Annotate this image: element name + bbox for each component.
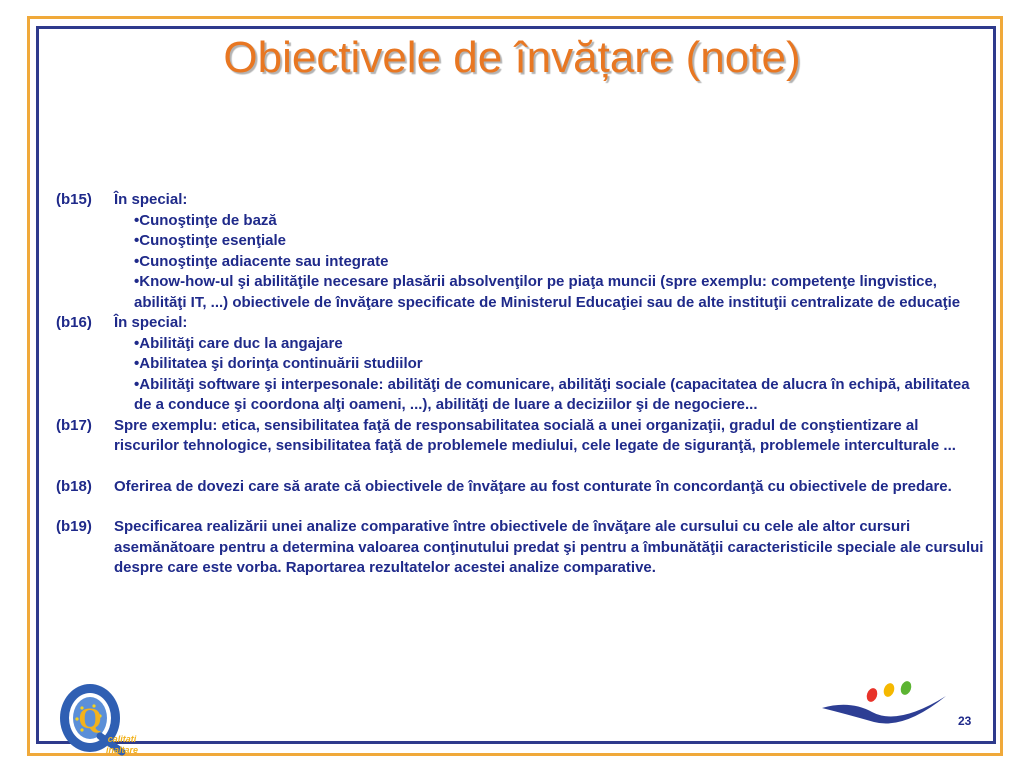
bullet-list [114, 334, 986, 416]
swoosh-logo [820, 678, 948, 736]
slide-title: Obiectivele de învățare (note) [223, 33, 801, 82]
item-b18 [56, 477, 986, 498]
item-code: (b19) [56, 518, 92, 535]
bullet-item: • Cunoştinţe esenţiale [134, 231, 986, 252]
bullet-item: • Abilitatea şi dorinţa continuării studiilor [134, 354, 986, 375]
item-intro: În special: [114, 191, 188, 208]
bullet-item: • Cunoştinţe adiacente sau integrate [134, 252, 986, 273]
item-text: Spre exemplu: etica, sensibilitatea faţă de responsabilitatea socială a unei organizaţii, gradul de conştientizare al riscurilor tehnologice, sensibilitatea faţă de problemele mediului, cele legate de siguranţă, problemele interculturale ... [114, 416, 956, 454]
bullet-item: • Abilităţi care duc la angajare [134, 334, 986, 355]
logo-letter: Q [78, 702, 102, 735]
item-text: Oferirea de dovezi care să arate că obiectivele de învăţare au fost conturate în concordanţă cu obiectivele de predare. [114, 477, 952, 495]
item-b16 [56, 313, 986, 416]
item-b17 [56, 416, 986, 457]
bullet-item: • Cunoştinţe de bază [134, 211, 986, 232]
item-code: (b18) [56, 477, 92, 495]
slide-content [56, 190, 986, 579]
quality-logo [50, 676, 148, 758]
bullet-list [114, 211, 986, 314]
page-number: 23 [958, 714, 972, 728]
logo-line2: inaltare [105, 745, 139, 755]
item-code: (b16) [56, 314, 92, 331]
bullet-item: • Abilităţi software şi interpesonale: abilităţi de comunicare, abilităţi sociale (capacitatea de alucra în echipă, abilitatea de a conduce şi coordona alţi oameni, ...), abilităţi de luare a deciziilor şi de negociere... [134, 375, 986, 416]
item-text: Specificarea realizării unei analize comparative între obiectivele de învăţare ale cursului cu cele ale altor cursuri asemănătoare pentru a determina valoarea conţinutului predat şi pentru a îmbunătăţii caracteristicile speciale ale cursului despre care este vorba. Raportarea rezultatelor acestei analize comparative. [114, 518, 984, 576]
logo-line1: calitati [107, 734, 137, 744]
item-b15 [56, 190, 986, 313]
item-b19 [56, 517, 986, 579]
item-code: (b15) [56, 191, 92, 208]
item-intro: În special: [114, 314, 188, 331]
item-code: (b17) [56, 416, 92, 434]
bullet-item: • Know-how-ul şi abilităţile necesare plasării absolvenţilor pe piaţa muncii (spre exemplu: competenţe lingvistice, abilităţi IT, ...) obiectivele de învăţare specificate de Ministerul Educaţiei sau de alte instituţii centralizate de educaţie [134, 272, 986, 313]
